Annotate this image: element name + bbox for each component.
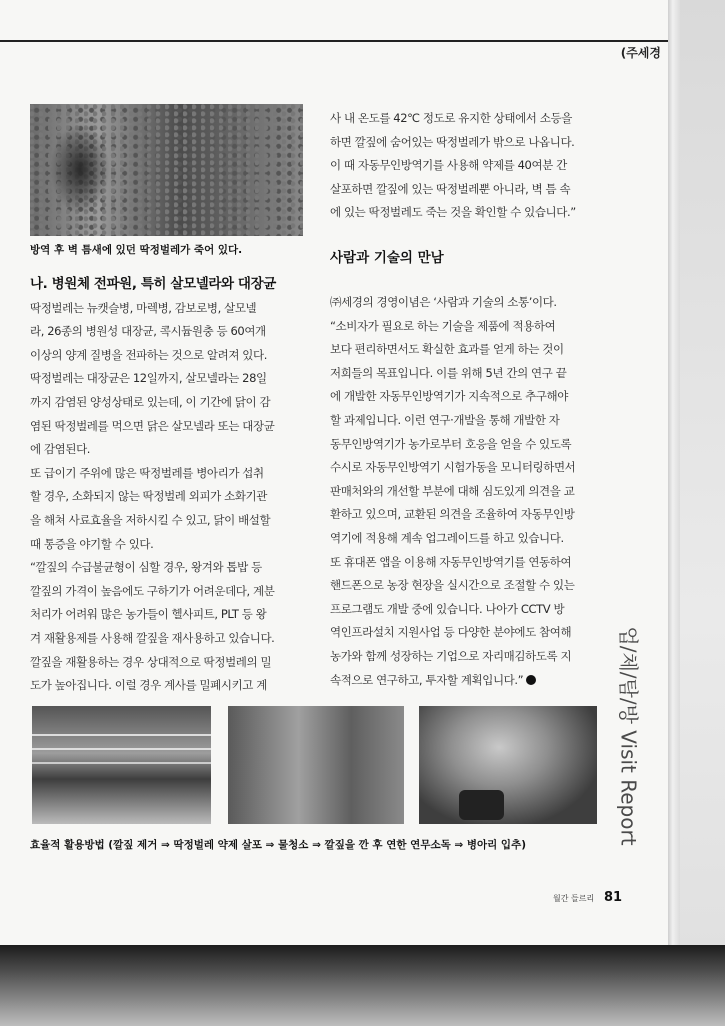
body-line: 을 해쳐 사료효율을 저하시킬 수 있고, 닭이 배설할 — [30, 512, 271, 527]
photo-caption-top: 방역 후 벽 틈새에 있던 딱정벌레가 죽어 있다. — [30, 244, 243, 256]
body-line: 에 개발한 자동무인방역기가 지속적으로 추구해야 — [330, 389, 568, 404]
body-line: 역인프라설치 지원사업 등 다양한 분야에도 참여해 — [330, 625, 572, 640]
body-line: 깔짚을 재활용하는 경우 상대적으로 딱정벌레의 밀 — [30, 654, 272, 669]
poultry-house-photo-3 — [419, 706, 597, 824]
body-line: 때 통증을 야기할 수 있다. — [30, 536, 154, 551]
body-line: 프로그램도 개발 중에 있습니다. 나아가 CCTV 방 — [330, 601, 565, 616]
end-mark-icon — [526, 675, 536, 685]
body-line: 에 감염된다. — [30, 442, 91, 457]
header-company-tag: (주세경 — [620, 46, 661, 60]
body-line-last — [330, 669, 610, 693]
header-rule — [0, 40, 668, 42]
photo-caption-bottom: 효율적 활용방법 (깔짚 제거 ⇒ 딱정벌레 약제 살포 ⇒ 물청소 ⇒ 깔짚을 깐 후 연한 연무소독 ⇒ 병아리 입추) — [30, 839, 527, 851]
body-line: 또 급이기 주위에 많은 딱정벌레를 병아리가 섭취 — [30, 465, 264, 480]
body-line: 또 휴대폰 앱을 이용해 자동무인방역기를 연동하여 — [330, 554, 572, 569]
page-number: 81 — [604, 890, 623, 905]
page-edge — [668, 0, 680, 945]
body-line: 동무인방역기가 농가로부터 호응을 얻을 수 있도록 — [330, 436, 572, 451]
body-line: 환하고 있으며, 교환된 의견을 조율하여 자동무인방 — [330, 507, 575, 522]
body-line: 보다 편리하면서도 확실한 효과를 얻게 하는 것이 — [330, 342, 564, 357]
poultry-house-photo-1 — [32, 706, 211, 824]
body-line: 판매처와의 개선할 부분에 대해 심도있게 의견을 교 — [330, 483, 575, 498]
body-line: 에 있는 딱정벌레도 죽는 것을 확인할 수 있습니다.” — [330, 205, 576, 220]
body-line: 농가와 함께 성장하는 기업으로 자리매김하도록 지 — [330, 648, 572, 663]
body-line: 역기에 적용해 계속 업그레이드를 하고 있습니다. — [330, 530, 564, 545]
side-label-text: 업/체/탐/방 Visit Report — [616, 625, 641, 846]
scanner-shadow — [0, 945, 725, 1026]
body-line: 하면 깔짚에 숨어있는 딱정벌레가 밖으로 나옵니다. — [330, 134, 575, 149]
right-column-bottom — [330, 291, 610, 692]
footer-magazine-name: 월간 들르리 — [553, 894, 595, 903]
body-line: 이 때 자동무인방역기를 사용해 약제를 40여분 간 — [330, 158, 567, 173]
body-line: 딱정벌레는 대장균은 12일까지, 살모넬라는 28일 — [30, 371, 267, 386]
body-line: 딱정벌레는 뉴캣슬병, 마렉병, 감보로병, 살모넬 — [30, 300, 257, 315]
body-line: 할 경우, 소화되지 않는 딱정벌레 외피가 소화기관 — [30, 489, 267, 504]
body-line: “소비자가 필요로 하는 기술을 제품에 적용하여 — [330, 318, 556, 333]
section-side-label — [615, 625, 645, 846]
body-line: 이상의 양계 질병을 전파하는 것으로 알려져 있다. — [30, 347, 267, 362]
body-line: 도가 높아집니다. 이럴 경우 계사를 밀폐시키고 계 — [30, 678, 267, 693]
section-subheading: 나. 병원체 전파원, 특히 살모넬라와 대장균 — [30, 276, 276, 292]
body-line: 처리가 어려워 많은 농가들이 헬사피트, PLT 등 왕 — [30, 607, 267, 622]
body-line: 수시로 자동무인방역기 시험가동을 모니터링하면서 — [330, 460, 576, 475]
poultry-house-photo-2 — [228, 706, 404, 824]
body-line: 사 내 온도를 42℃ 정도로 유지한 상태에서 소등을 — [330, 111, 572, 125]
body-line: 염된 딱정벌레를 먹으면 닭은 살모넬라 또는 대장균 — [30, 418, 275, 433]
body-line: 핸드폰으로 농장 현장을 실시간으로 조절할 수 있는 — [330, 578, 575, 593]
dead-beetles-photo — [30, 104, 303, 236]
body-line: 할 과제입니다. 이런 연구·개발을 통해 개발한 자 — [330, 412, 560, 427]
body-line: ㈜세경의 경영이념은 ‘사람과 기술의 소통’이다. — [330, 295, 557, 309]
body-line: 저희들의 목표입니다. 이를 위해 5년 간의 연구 끝 — [330, 365, 567, 380]
body-line: 까지 감염된 양성상태로 있는데, 이 기간에 닭이 감 — [30, 394, 271, 409]
body-line-text: 속적으로 연구하고, 투자할 계획입니다.” — [330, 672, 524, 687]
section-heading: 사람과 기술의 만남 — [330, 250, 444, 266]
right-column-top — [330, 107, 610, 225]
body-line: 라, 26종의 병원성 대장균, 콕시듐원충 등 60여개 — [30, 324, 266, 339]
left-column — [30, 273, 304, 698]
body-line: 살포하면 깔짚에 있는 딱정벌레뿐 아니라, 벽 틈 속 — [330, 181, 571, 196]
body-line: 겨 재활용제를 사용해 깔짚을 재사용하고 있습니다. — [30, 630, 275, 645]
body-line: 깔짚의 가격이 높음에도 구하기가 어려운데다, 계분 — [30, 583, 275, 598]
body-line: “깔짚의 수급불균형이 심할 경우, 왕겨와 톱밥 등 — [30, 560, 262, 575]
